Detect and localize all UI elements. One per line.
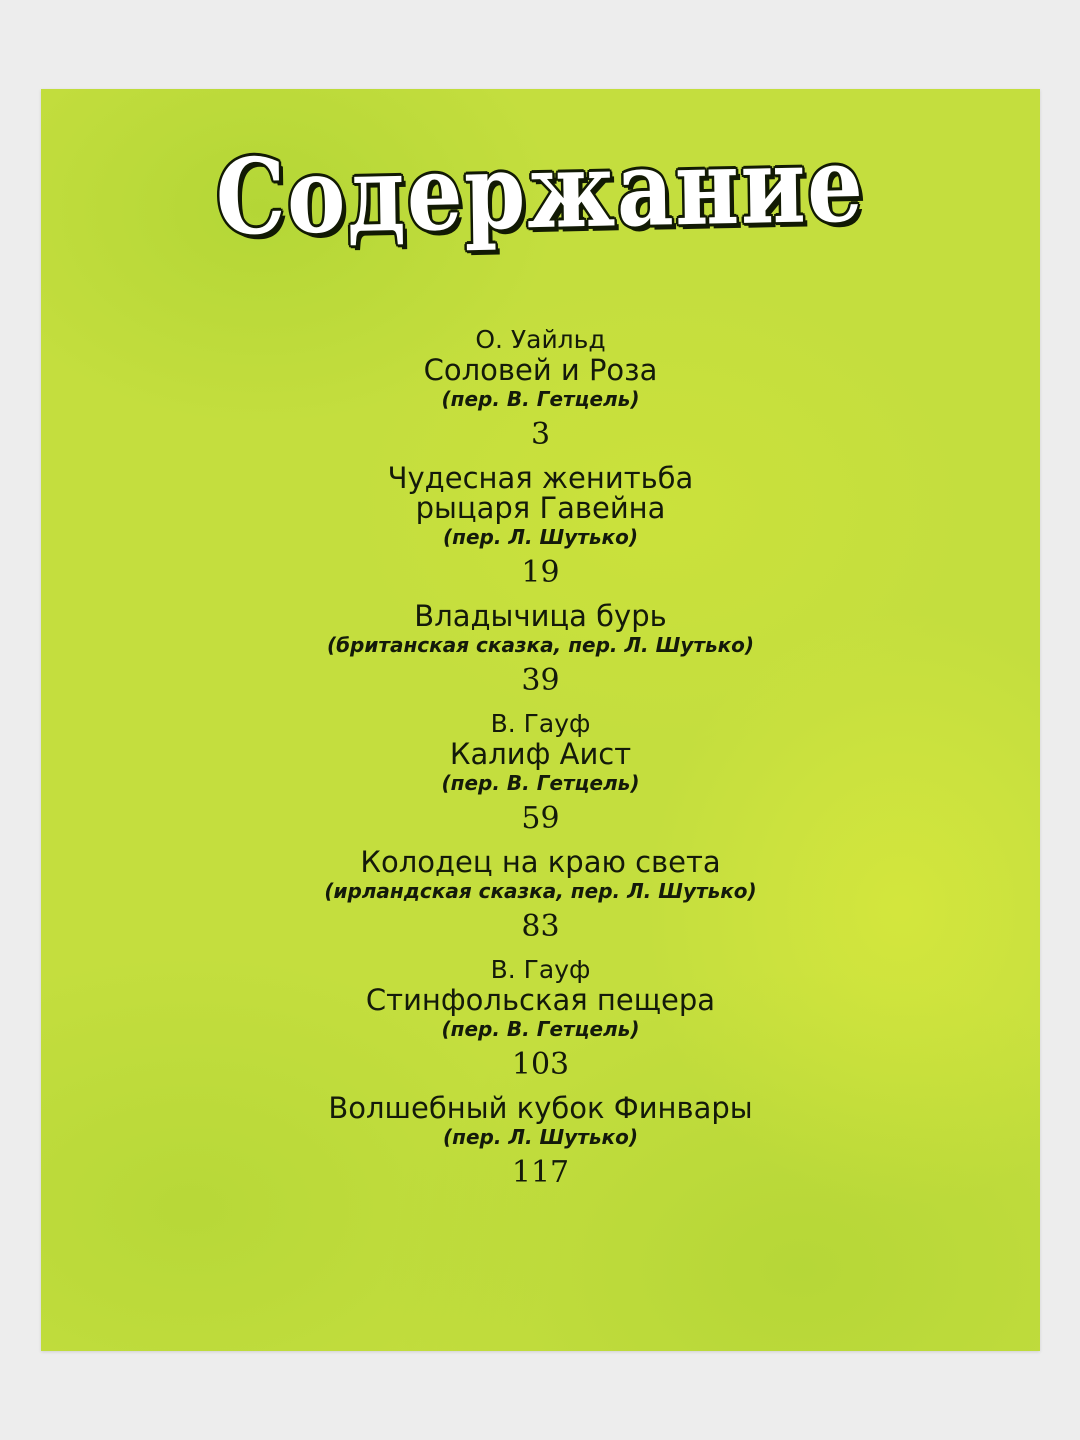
entry-page-number: 83 (521, 909, 560, 944)
entry-translator-note: (пер. Л. Шутько) (442, 1125, 638, 1149)
entry-title: Колодец на краю света (360, 845, 721, 879)
entry-title: Калиф Аист (449, 737, 632, 771)
entry-author: В. Гауф (490, 955, 591, 984)
toc-entry (41, 1093, 1040, 1193)
entry-page-number: 59 (521, 801, 560, 836)
entry-page-number: 3 (530, 417, 551, 452)
toc-entry (41, 325, 1040, 455)
entry-translator-note: (пер. В. Гетцель) (441, 387, 640, 411)
entry-translator-note: (британская сказка, пер. Л. Шутько) (326, 633, 755, 657)
table-of-contents (41, 325, 1040, 1201)
page-title: Содержание (215, 122, 866, 259)
toc-entry (41, 709, 1040, 839)
entry-translator-note: (ирландская сказка, пер. Л. Шутько) (324, 879, 757, 903)
entry-page-number: 39 (521, 663, 560, 698)
entry-page-number: 117 (511, 1155, 570, 1190)
entry-title: рыцаря Гавейна (415, 491, 666, 525)
toc-entry (41, 847, 1040, 947)
toc-entry (41, 463, 1040, 593)
entry-page-number: 103 (511, 1047, 570, 1082)
entry-author: В. Гауф (490, 709, 591, 738)
contents-page (41, 89, 1040, 1351)
toc-entry (41, 955, 1040, 1085)
entry-translator-note: (пер. Л. Шутько) (442, 525, 638, 549)
entry-translator-note: (пер. В. Гетцель) (441, 1017, 640, 1041)
entry-author: О. Уайльд (475, 325, 606, 354)
entry-title: Чудесная женитьба (387, 461, 694, 495)
entry-title: Волшебный кубок Финвары (328, 1091, 753, 1125)
entry-translator-note: (пер. В. Гетцель) (441, 771, 640, 795)
toc-entry (41, 601, 1040, 701)
heading-container (41, 122, 1040, 259)
entry-title: Стинфольская пещера (365, 983, 716, 1017)
entry-page-number: 19 (521, 555, 560, 590)
entry-title: Соловей и Роза (423, 353, 658, 387)
entry-title: Владычица бурь (414, 599, 667, 633)
